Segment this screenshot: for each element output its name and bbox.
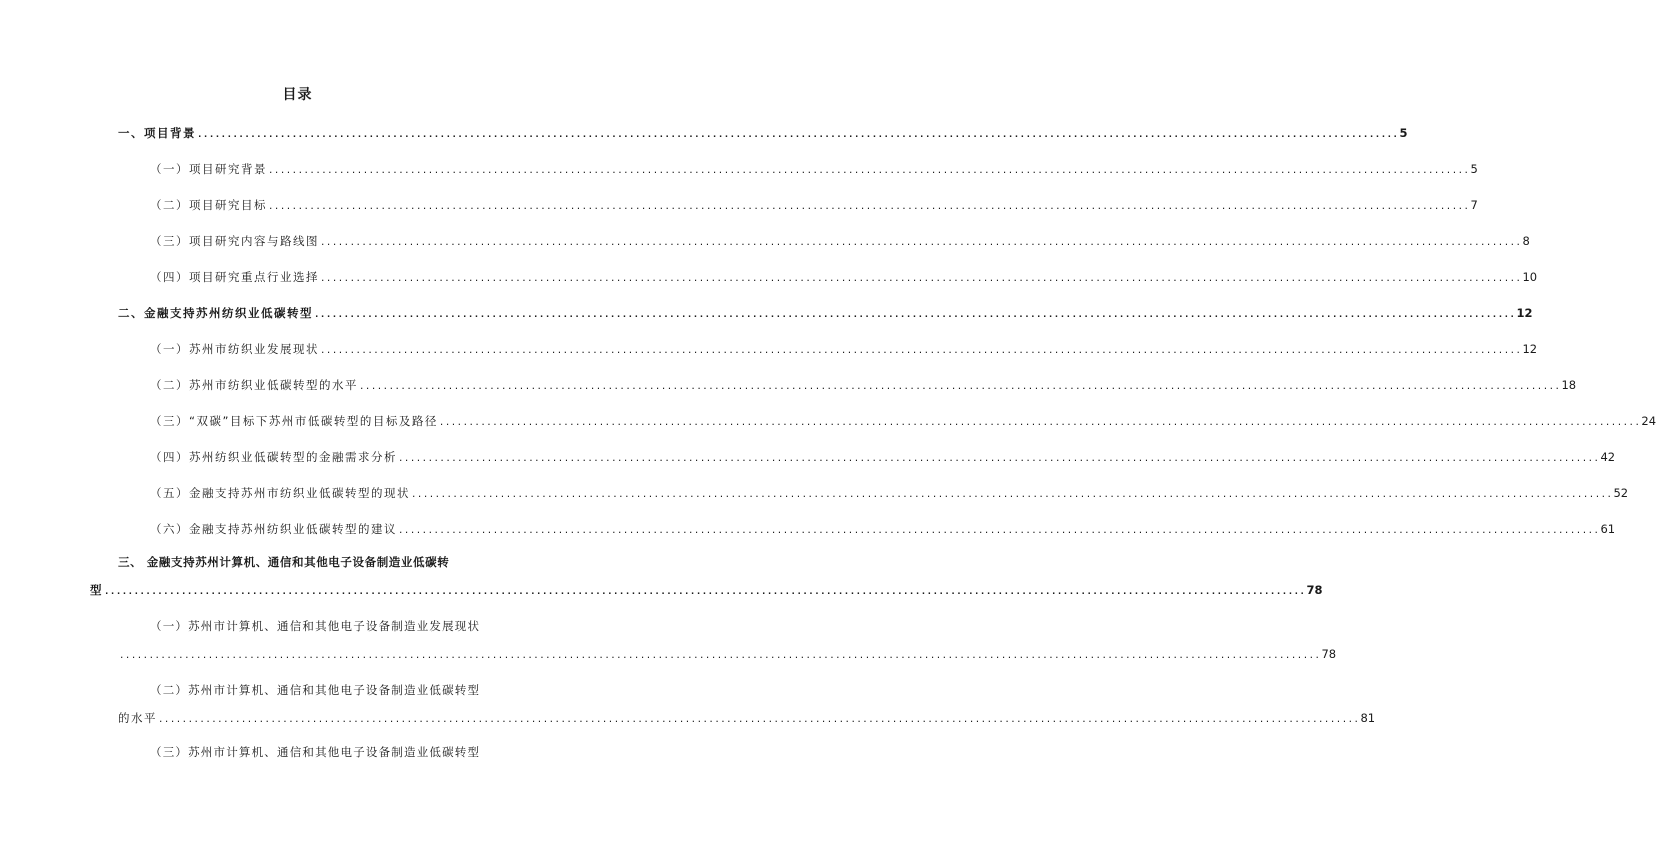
toc-entry-label: （五）金融支持苏州市纺织业低碳转型的现状 [150,486,410,500]
toc-entry-label: （四）项目研究重点行业选择 [150,270,319,284]
toc-leader-dots: ........................................................................................................................................................................................................... [359,382,1561,392]
toc-leader-dots: ........................................................................................................................................................................................................... [119,651,1321,661]
toc-leader-dots: ........................................................................................................................................................................................................... [314,310,1516,320]
toc-leader-dots: ........................................................................................................................................................................................................... [320,238,1522,248]
toc-entry-page: 78 [1321,647,1337,661]
toc-entry-page: 8 [1522,234,1530,248]
toc-entry-section-3[interactable] [90,583,1323,599]
toc-entry-page: 12 [1516,306,1533,320]
toc-leader-dots: ........................................................................................................................................................................................................... [398,526,1600,536]
toc-entry-page: 24 [1641,414,1656,428]
toc-entry-label: （二）苏州市纺织业低碳转型的水平 [150,378,358,392]
toc-entry-1-2[interactable] [150,198,1478,214]
toc-leader-dots: ........................................................................................................................................................................................................... [158,715,1360,725]
toc-entry-page: 78 [1306,583,1323,597]
toc-entry-section-1[interactable] [118,126,1408,142]
toc-entry-label: 型 [90,583,103,597]
toc-entry-label: 二、金融支持苏州纺织业低碳转型 [118,306,313,320]
toc-entry-page: 52 [1613,486,1629,500]
toc-entry-label: （三）“双碳”目标下苏州市低碳转型的目标及路径 [150,414,438,428]
toc-leader-dots: ........................................................................................................................................................................................................... [268,166,1470,176]
toc-entry-label: （二）项目研究目标 [150,198,267,212]
toc-entry-label: （四）苏州纺织业低碳转型的金融需求分析 [150,450,397,464]
toc-entry-label: （一）苏州市纺织业发展现状 [150,342,319,356]
toc-entry-2-4[interactable] [150,450,1616,466]
toc-entry-3-2-line1[interactable]: （二）苏州市计算机、通信和其他电子设备制造业低碳转型 [150,683,481,697]
toc-entry-page: 7 [1470,198,1478,212]
toc-entry-2-5[interactable] [150,486,1629,502]
toc-entry-label: 的水平 [118,711,157,725]
toc-entry-page: 61 [1600,522,1616,536]
toc-leader-dots: ........................................................................................................................................................................................................... [268,202,1470,212]
toc-entry-section-3-line1[interactable]: 三、 金融支持苏州计算机、通信和其他电子设备制造业低碳转 [118,555,450,569]
toc-entry-3-3-line1[interactable]: （三）苏州市计算机、通信和其他电子设备制造业低碳转型 [150,745,481,759]
toc-entry-2-6[interactable] [150,522,1616,538]
toc-entry-3-2[interactable] [118,711,1376,727]
toc-entry-2-3[interactable] [150,414,1656,430]
toc-entry-label: （一）项目研究背景 [150,162,267,176]
toc-entry-page: 81 [1360,711,1376,725]
toc-leader-dots: ........................................................................................................................................................................................................... [398,454,1600,464]
toc-entry-1-3[interactable] [150,234,1530,250]
toc-entry-section-2[interactable] [118,306,1533,322]
toc-entry-page: 12 [1522,342,1538,356]
toc-entry-page: 42 [1600,450,1616,464]
toc-leader-dots: ........................................................................................................................................................................................................... [320,274,1522,284]
toc-entry-page: 5 [1399,126,1408,140]
toc-leader-dots: ........................................................................................................................................................................................................... [438,418,1641,428]
toc-title: 目录 [282,87,313,103]
toc-entry-page: 5 [1470,162,1478,176]
toc-entry-2-1[interactable] [150,342,1538,358]
toc-entry-label: （三）项目研究内容与路线图 [150,234,319,248]
toc-entry-label: （六）金融支持苏州纺织业低碳转型的建议 [150,522,397,536]
toc-entry-1-4[interactable] [150,270,1538,286]
toc-entry-page: 18 [1561,378,1577,392]
toc-entry-3-1-line1[interactable]: （一）苏州市计算机、通信和其他电子设备制造业发展现状 [150,619,481,633]
toc-leader-dots: ........................................................................................................................................................................................................... [197,130,1399,140]
toc-leader-dots: ........................................................................................................................................................................................................... [411,490,1613,500]
toc-leader-dots: ........................................................................................................................................................................................................... [320,346,1522,356]
toc-entry-1-1[interactable] [150,162,1478,178]
toc-entry-label: 一、项目背景 [118,126,196,140]
toc-leader-dots: ........................................................................................................................................................................................................... [104,587,1306,597]
toc-entry-page: 10 [1522,270,1538,284]
toc-entry-3-1[interactable] [118,647,1337,663]
toc-entry-2-2[interactable] [150,378,1577,394]
